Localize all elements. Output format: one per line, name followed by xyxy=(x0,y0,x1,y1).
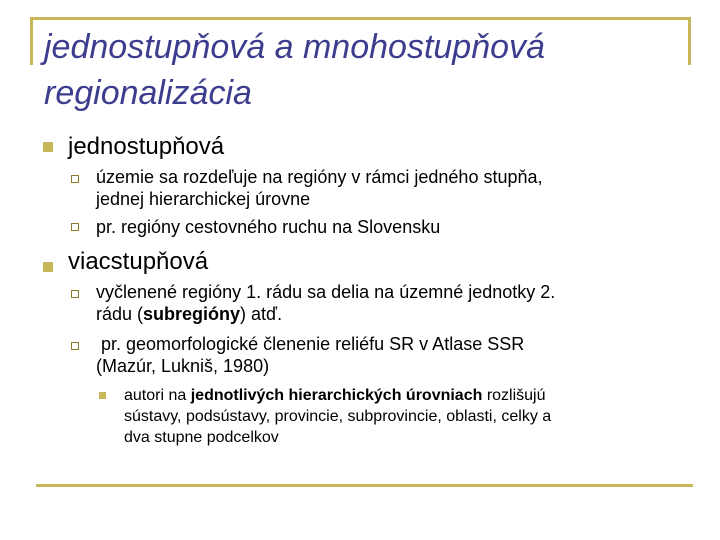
slide-title xyxy=(44,24,684,116)
frame-left-line xyxy=(30,17,33,65)
title-line-1: jednostupňová a mnohostupňová xyxy=(44,28,545,66)
sub-bullet-vyclenene: vyčlenené regióny 1. rádu sa delia na územné jednotky 2. rádu (subregióny) atď. xyxy=(96,282,556,324)
bullet-viacstupnova: viacstupňová xyxy=(68,248,209,275)
sub-bullet-regiony-cr: pr. regióny cestovného ruchu na Slovensku xyxy=(96,217,441,237)
hollow-square-bullet-icon xyxy=(71,290,79,298)
bullet-jednostupnova: jednostupňová xyxy=(68,133,225,160)
square-bullet-icon xyxy=(43,142,53,152)
hollow-square-bullet-icon xyxy=(71,223,79,231)
frame-right-line xyxy=(688,17,691,65)
sub-bullet-geomorfologicke: pr. geomorfologické členenie reliéfu SR v Atlase SSR (Mazúr, Lukniš, 1980) xyxy=(96,334,525,376)
square-bullet-icon xyxy=(43,262,53,272)
small-square-bullet-icon xyxy=(99,392,106,399)
hollow-square-bullet-icon xyxy=(71,175,79,183)
hollow-square-bullet-icon xyxy=(71,342,79,350)
title-line-2: regionalizácia xyxy=(44,74,252,112)
frame-bottom-line xyxy=(36,484,693,487)
sub-bullet-uzemie: územie sa rozdeľuje na regióny v rámci jedného stupňa, jednej hierarchickej úrovne xyxy=(96,167,543,209)
sub-sub-bullet-autori: autori na jednotlivých hierarchických úrovniach rozlišujú sústavy, podsústavy, provincie, subprovincie, oblasti, celky a dva stupne podcelkov xyxy=(124,387,552,446)
frame-top-line xyxy=(30,17,691,20)
